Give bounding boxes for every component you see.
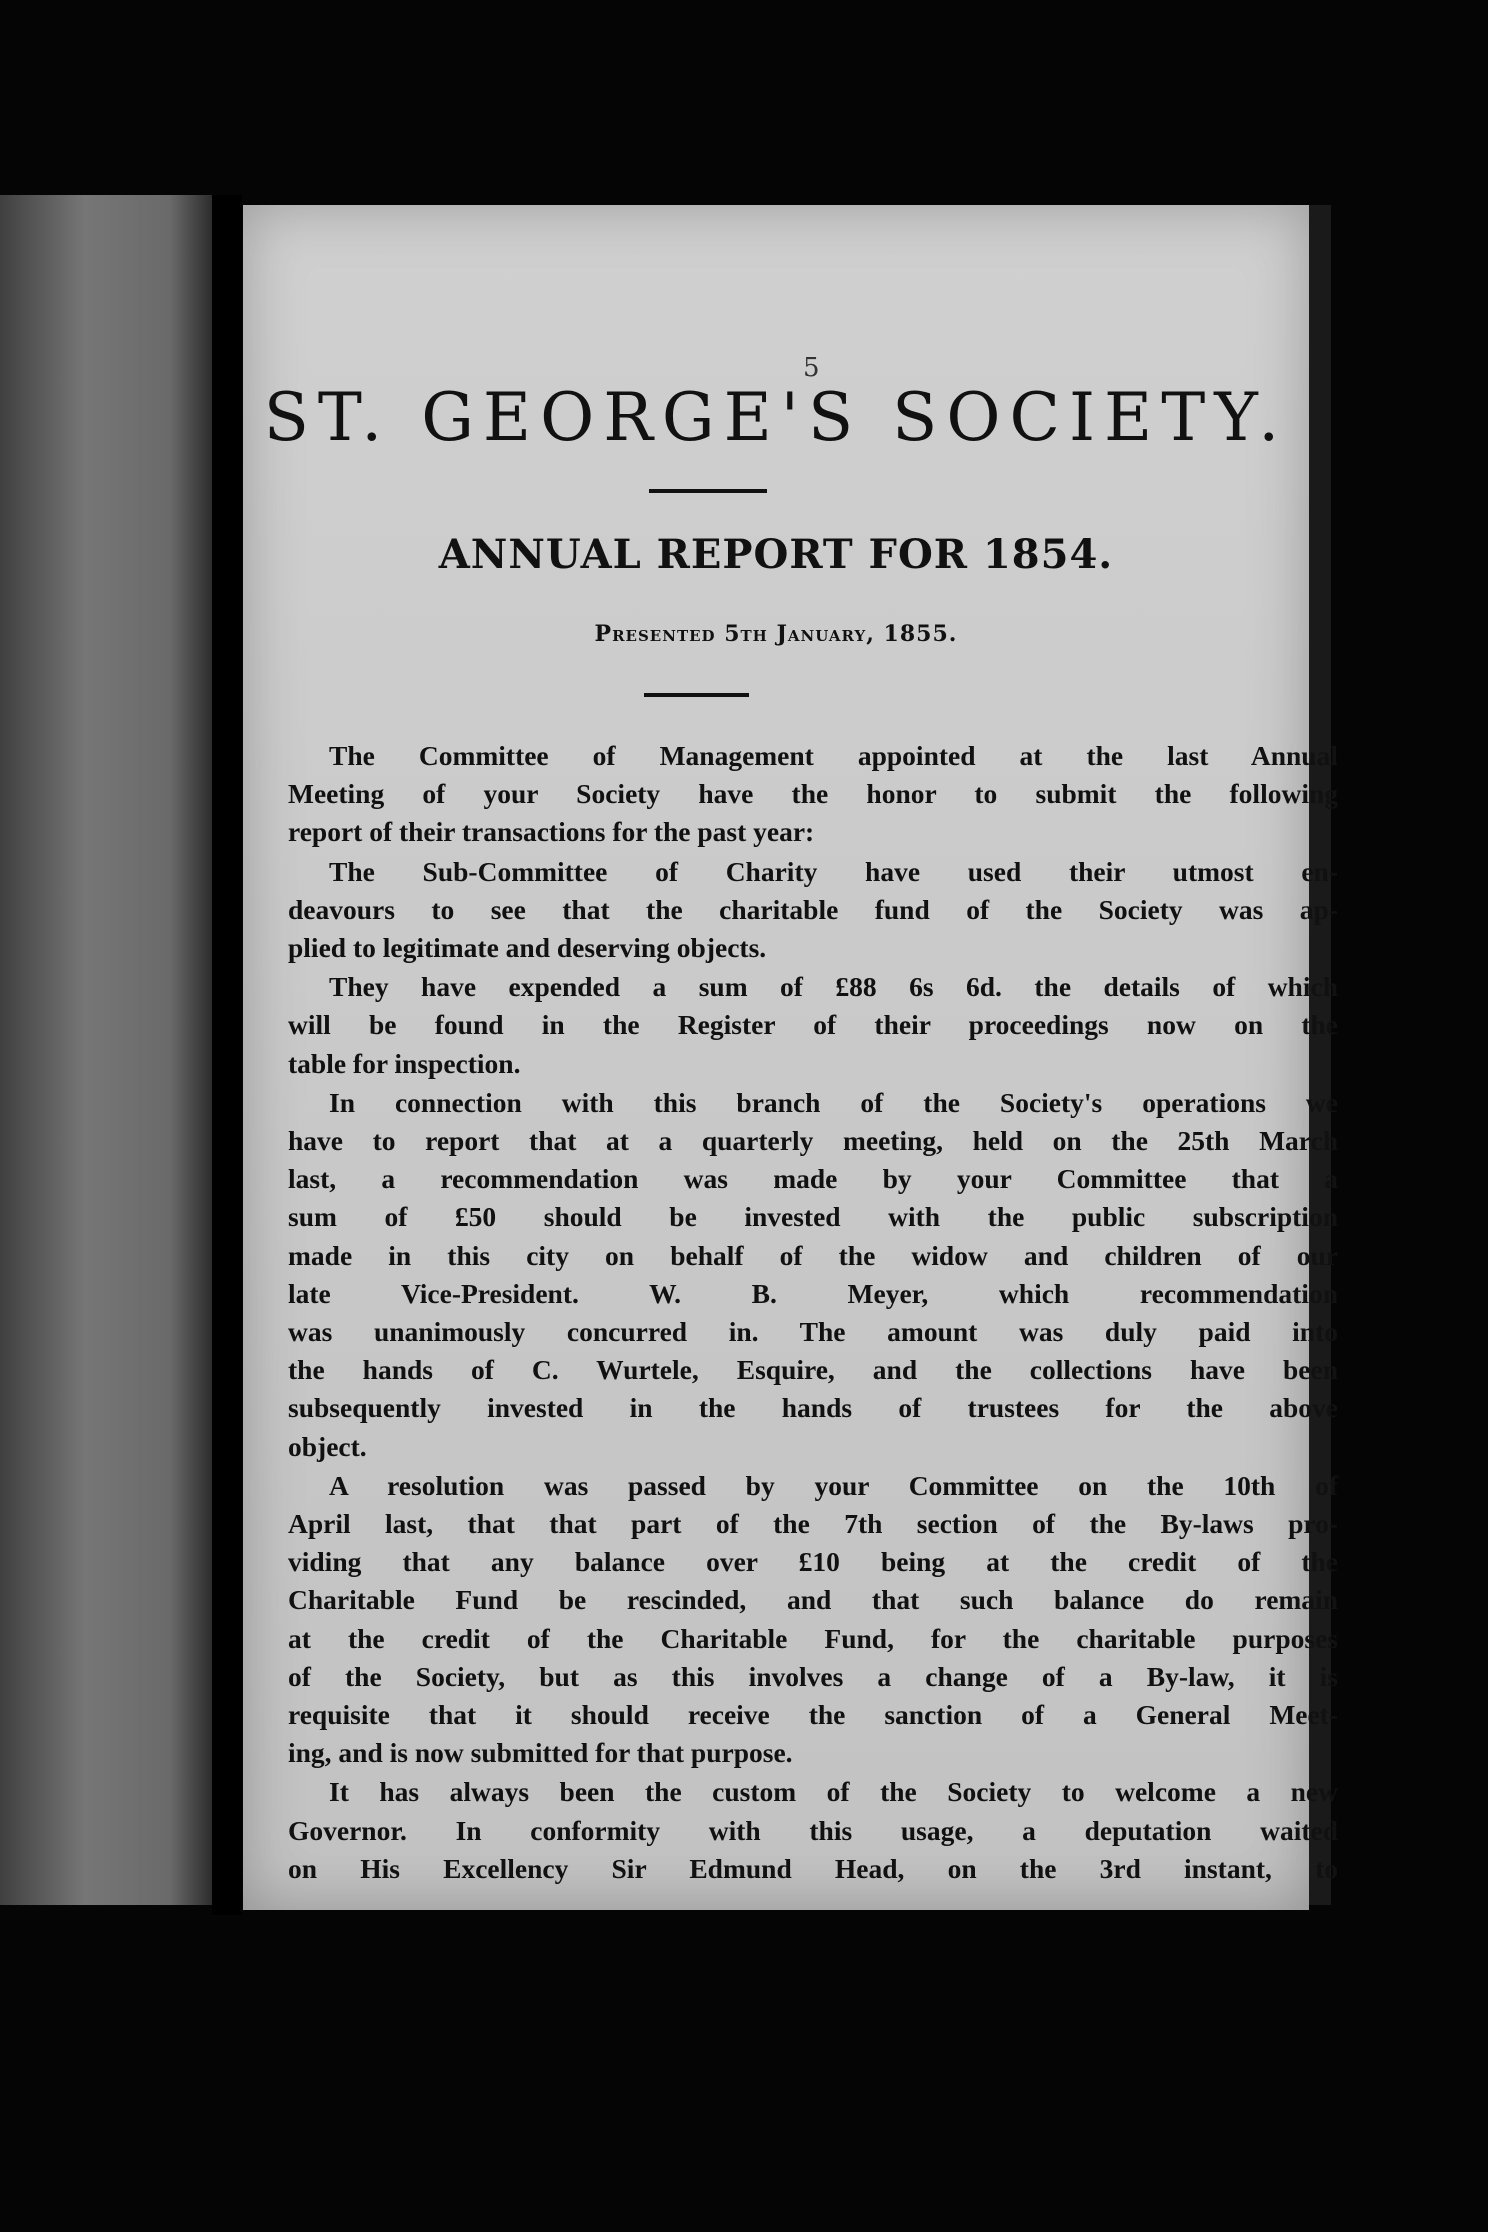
text-line: viding that any balance over £10 being at the credit of the [288,1546,1338,1578]
text-line: sum of £50 should be invested with the public subscription [288,1201,1338,1233]
text-line: late Vice-President. W. B. Meyer, which recommendation [288,1277,1338,1309]
text-line: Charitable Fund be rescinded, and that such balance do remain [288,1584,1338,1616]
text-line: ing, and is now submitted for that purpose. [288,1737,793,1769]
document-title: ST. GEORGE'S SOCIETY. [263,379,1289,456]
text-line: The Committee of Management appointed at the last Annual [329,740,1338,771]
text-line: report of their transactions for the past year: [288,816,815,848]
title-rule [649,489,767,493]
text-line: April last, that that part of the 7th section of the By-laws pro- [288,1508,1338,1540]
report-body [288,737,1338,1889]
text-line: A resolution was passed by your Committee on the 10th of [329,1469,1338,1501]
page-number-mark: 5 [803,353,820,383]
text-line: subsequently invested in the hands of trustees for the above [288,1392,1338,1424]
text-line: of the Society, but as this involves a change of a By-law, it is [288,1660,1338,1692]
text-line: at the credit of the Charitable Fund, for the charitable purposes [288,1622,1338,1654]
text-line: on His Excellency Sir Edmund Head, on the 3rd instant, to [288,1852,1338,1884]
text-line: table for inspection. [288,1047,521,1079]
presented-date: Presented 5th January, 1855. [594,621,958,647]
text-line: have to report that at a quarterly meeting, held on the 25th March [288,1125,1338,1157]
text-line: object. [288,1430,367,1462]
text-line: the hands of C. Wurtele, Esquire, and the collections have been [288,1354,1338,1386]
report-subtitle: ANNUAL REPORT FOR 1854. [438,531,1114,578]
document-page [243,205,1338,1910]
section-rule [644,693,749,697]
text-line: requisite that it should receive the sanction of a General Meet- [288,1699,1338,1731]
paragraph [288,853,1338,968]
paragraph [288,968,1338,1083]
page-gutter [212,195,242,1915]
text-line: last, a recommendation was made by your Committee that a [288,1163,1338,1195]
text-line: made in this city on behalf of the widow and children of our [288,1239,1338,1271]
text-line: was unanimously concurred in. The amount was duly paid into [288,1316,1338,1348]
text-line: plied to legitimate and deserving objects. [288,932,767,964]
adjacent-page-fragment [0,195,212,1905]
text-line: It has always been the custom of the Society to welcome a new [329,1776,1338,1808]
text-line: They have expended a sum of £88 6s 6d. the details of which [329,971,1338,1003]
paragraph [288,737,1338,852]
text-line: deavours to see that the charitable fund of the Society was ap- [288,893,1338,925]
paragraph [288,1084,1338,1466]
text-line: In connection with this branch of the Society's operations we [329,1086,1338,1118]
text-line: will be found in the Register of their proceedings now on the [288,1009,1338,1041]
text-line: The Sub-Committee of Charity have used their utmost en- [329,855,1338,887]
text-line: Meeting of your Society have the honor to submit the following [288,778,1338,810]
text-line: Governor. In conformity with this usage, a deputation waited [288,1814,1338,1846]
paragraph [288,1773,1338,1888]
paragraph [288,1467,1338,1773]
